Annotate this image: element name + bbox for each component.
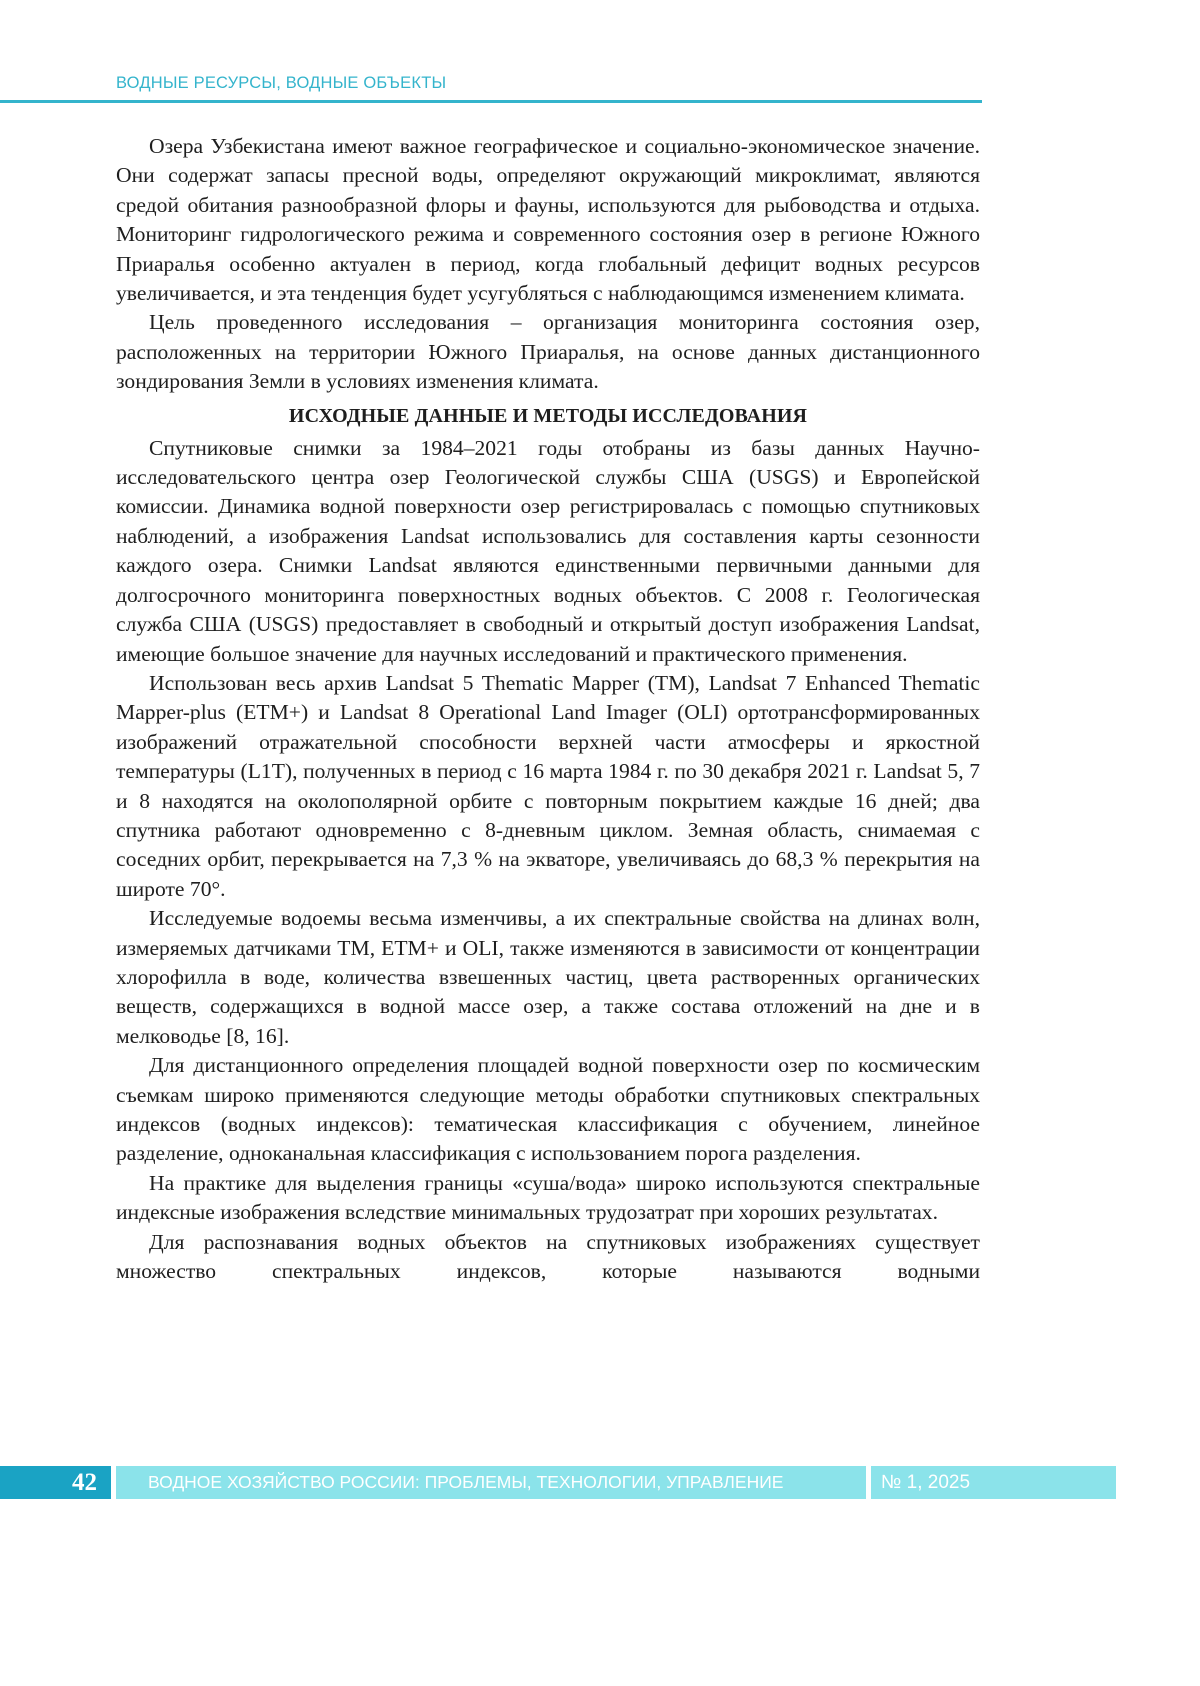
paragraph: Для дистанционного определения площадей водной поверхности озер по космическим съемкам широко применяются следующие методы обработки спутниковых спектральных индексов (водных индексов): тематическая классификация с обучением, линейное разделение, одноканальная классификация с использованием порога разделения. [116,1053,980,1166]
paragraph: Исследуемые водоемы весьма изменчивы, а их спектральные свойства на длинах волн, измеряемых датчиками TM, ETM+ и OLI, также изменяются в зависимости от концентрации хлорофилла в воде, количества взвешенных частиц, цвета растворенных органических веществ, содержащихся в водной массе озер, а также состава отложений на дне и в мелководье [8, 16]. [116,906,980,1048]
paragraph: Цель проведенного исследования – организация мониторинга состояния озер, расположенных на территории Южного Приаралья, на основе данных дистанционного зондирования Земли в условиях изменения климата. [116,310,980,394]
paragraph: Озера Узбекистана имеют важное географическое и социально-экономическое значение. Они содержат запасы пресной воды, определяют окружающий микроклимат, являются средой обитания разнообразной флоры и фауны, используются для рыбоводства и отдыха. Мониторинг гидрологического режима и современного состояния озер в регионе Южного Приаралья особенно актуален в период, когда глобальный дефицит водных ресурсов увеличивается, и эта тенденция будет усугубляться с наблюдающимся изменением климата. [116,134,980,306]
running-head-section: ВОДНЫЕ РЕСУРСЫ, ВОДНЫЕ ОБЪЕКТЫ [116,74,447,92]
page-number: 42 [0,1466,111,1499]
paragraph: Для распознавания водных объектов на спутниковых изображениях существует множество спектральных индексов, которые называются водными [116,1229,980,1284]
article-body [116,132,980,1286]
paragraph: На практике для выделения границы «суша/вода» широко используются спектральные индексные изображения вследствие минимальных трудозатрат при хороших результатах. [116,1170,980,1225]
section-heading: ИСХОДНЫЕ ДАННЫЕ И МЕТОДЫ ИССЛЕДОВАНИЯ [288,404,808,427]
journal-title: ВОДНОЕ ХОЗЯЙСТВО РОССИИ: ПРОБЛЕМЫ, ТЕХНОЛОГИИ, УПРАВЛЕНИЕ [116,1466,866,1499]
paragraph: Спутниковые снимки за 1984–2021 годы отобраны из базы данных Научно-исследовательского центра озер Геологической службы США (USGS) и Европейской комиссии. Динамика водной поверхности озер регистрировалась с помощью спутниковых наблюдений, а изображения Landsat использовались для составления карты сезонности каждого озера. Снимки Landsat являются единственными первичными данными для долгосрочного мониторинга поверхностных водных объектов. С 2008 г. Геологическая служба США (USGS) предоставляет в свободный и открытый доступ изображения Landsat, имеющие большое значение для научных исследований и практического применения. [116,435,980,666]
paragraph: Использован весь архив Landsat 5 Thematic Mapper (TM), Landsat 7 Enhanced Thematic Mapper-plus (ETM+) и Landsat 8 Operational Land Imager (OLI) ортотрансформированных изображений отражательной способности верхней части атмосферы и яркостной температуры (L1T), полученных в период с 16 марта 1984 г. по 30 декабря 2021 г. Landsat 5, 7 и 8 находятся на околополярной орбите с повторным покрытием каждые 16 дней; два спутника работают одновременно с 8-дневным циклом. Земная область, снимаемая с соседних орбит, перекрывается на 7,3 % на экваторе, увеличиваясь до 68,3 % перекрытия на широте 70°. [116,670,980,901]
issue-number: № 1, 2025 [871,1466,1116,1499]
header-rule [0,100,982,103]
page-footer [0,1466,1116,1499]
